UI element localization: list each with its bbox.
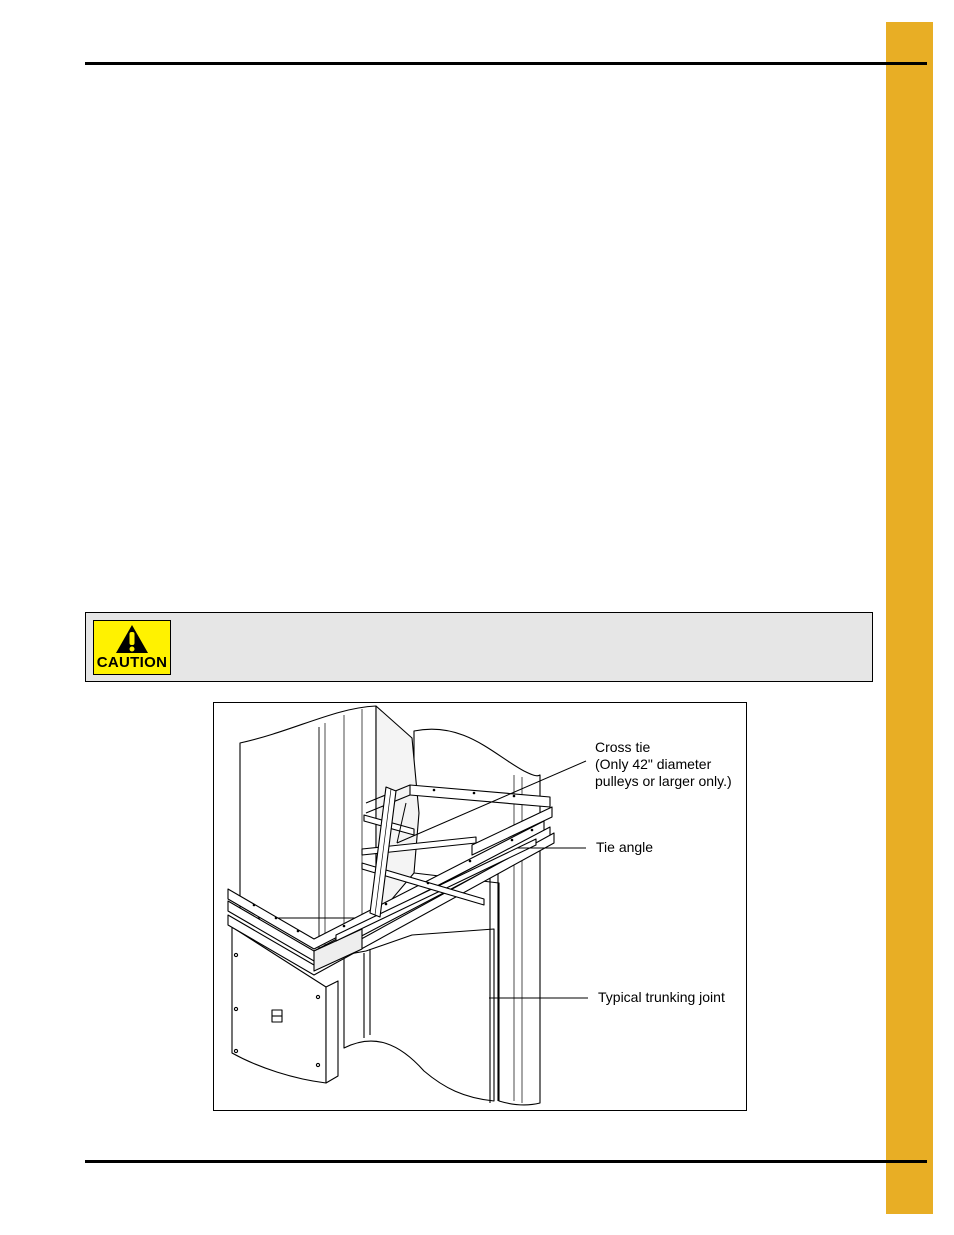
cross-tie-callout [595, 739, 732, 790]
cross-tie-label: Cross tie [595, 739, 651, 755]
trunking-joint-label: Typical trunking joint [598, 989, 725, 1005]
caution-sign [93, 620, 171, 675]
footer-rule [85, 1160, 927, 1163]
caution-box [85, 612, 873, 682]
warning-triangle-icon [115, 624, 149, 654]
cross-tie-note-line-1: (Only 42" diameter [595, 756, 712, 772]
trunking-figure [213, 702, 747, 1111]
section-side-tab [886, 22, 933, 1214]
caution-word: CAUTION [96, 654, 168, 671]
tie-angle-label: Tie angle [596, 839, 654, 855]
header-rule [85, 62, 927, 65]
cross-tie-note-line-2: pulleys or larger only.) [595, 773, 732, 789]
